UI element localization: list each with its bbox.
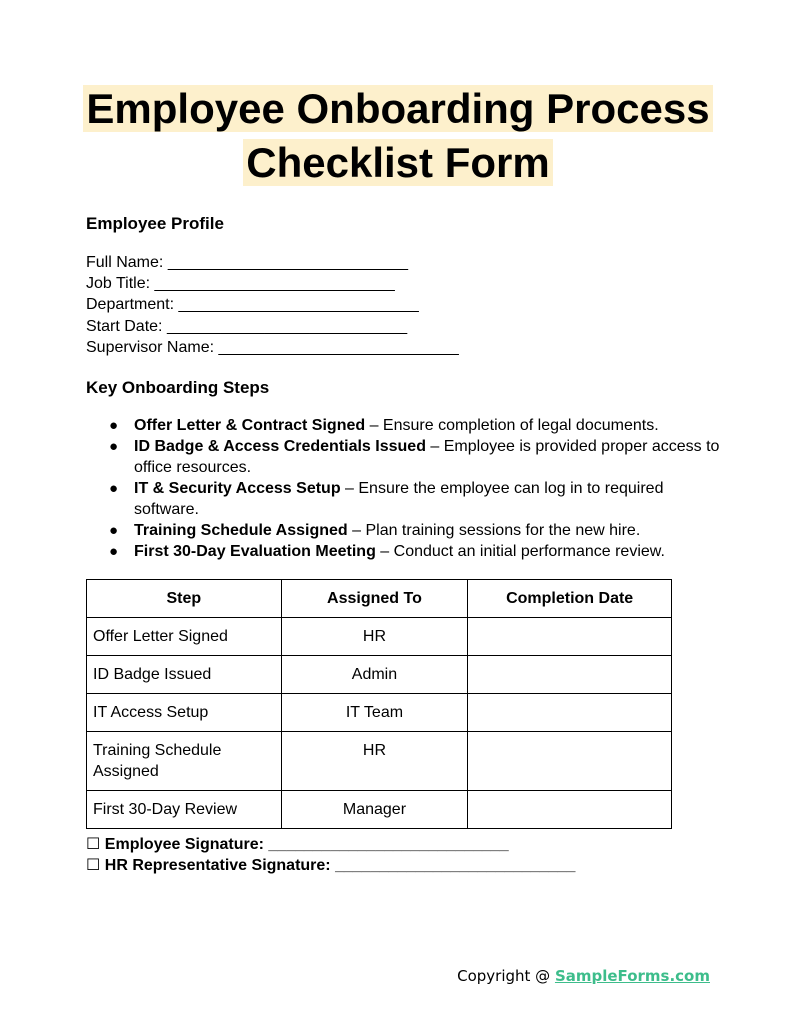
step-cell: IT Access Setup: [87, 694, 282, 732]
step-description: – Conduct an initial performance review.: [375, 543, 665, 560]
step-description: – Ensure the employee can log in to required software.: [134, 480, 664, 518]
assigned-to-cell: Manager: [281, 791, 468, 829]
step-title: ID Badge & Access Credentials Issued: [134, 438, 426, 455]
list-item: [86, 520, 726, 541]
department-label: Department:: [86, 296, 175, 314]
copyright-footer: [457, 967, 710, 985]
list-item: [86, 478, 726, 520]
step-cell: ID Badge Issued: [87, 656, 282, 694]
column-header-step: Step: [87, 580, 282, 618]
supervisor-name-blank[interactable]: ___________________________: [218, 338, 459, 356]
hr-signature-label: HR Representative Signature:: [104, 857, 331, 874]
full-name-blank[interactable]: ___________________________: [167, 254, 409, 271]
supervisor-name-label: Supervisor Name:: [86, 338, 215, 356]
employee-signature-label: Employee Signature:: [104, 836, 264, 853]
start-date-label: Start Date:: [86, 317, 163, 335]
start-date-blank[interactable]: ___________________________: [166, 317, 408, 335]
supervisor-name-field[interactable]: [86, 337, 459, 358]
table-row: [87, 656, 672, 694]
bullet-icon: ●: [109, 417, 119, 434]
step-description: – Employee is provided proper access to office resources.: [134, 438, 720, 476]
start-date-field[interactable]: [86, 316, 459, 337]
checkbox-icon[interactable]: ☐: [86, 836, 101, 853]
full-name-label: Full Name:: [86, 254, 164, 271]
assigned-to-cell: Admin: [281, 656, 468, 694]
onboarding-tracker-table: [86, 579, 672, 829]
table-row: [87, 694, 672, 732]
table-header-row: [87, 580, 672, 618]
completion-date-cell[interactable]: [468, 694, 672, 732]
step-title: First 30-Day Evaluation Meeting: [134, 543, 376, 560]
bullet-icon: ●: [109, 522, 119, 539]
list-item: [86, 541, 726, 562]
full-name-field[interactable]: [86, 252, 459, 273]
list-item: [86, 436, 726, 478]
title-line-2: Checklist Form: [243, 139, 552, 186]
employee-signature-blank[interactable]: ___________________________: [268, 836, 509, 853]
job-title-blank[interactable]: ___________________________: [154, 275, 395, 293]
completion-date-cell[interactable]: [468, 656, 672, 694]
checkbox-icon[interactable]: ☐: [86, 857, 101, 874]
completion-date-cell[interactable]: [468, 618, 672, 656]
table-row: [87, 618, 672, 656]
assigned-to-cell: IT Team: [281, 694, 468, 732]
step-title: Offer Letter & Contract Signed: [134, 417, 366, 434]
bullet-icon: ●: [109, 438, 119, 455]
employee-profile-fields: [86, 252, 459, 358]
step-cell: Training Schedule Assigned: [87, 732, 282, 791]
assigned-to-cell: HR: [281, 618, 468, 656]
step-cell: Offer Letter Signed: [87, 618, 282, 656]
page-title: [60, 82, 736, 190]
brand-link[interactable]: SampleForms.com: [554, 967, 710, 985]
job-title-label: Job Title:: [86, 275, 151, 293]
key-onboarding-steps-heading: Key Onboarding Steps: [86, 378, 270, 397]
employee-profile-heading: Employee Profile: [86, 214, 224, 233]
step-description: – Ensure completion of legal documents.: [365, 417, 659, 434]
department-field[interactable]: [86, 294, 459, 315]
step-title: IT & Security Access Setup: [134, 480, 341, 497]
bullet-icon: ●: [109, 543, 119, 560]
completion-date-cell[interactable]: [468, 791, 672, 829]
bullet-icon: ●: [109, 480, 119, 497]
onboarding-steps-list: [86, 415, 726, 562]
completion-date-cell[interactable]: [468, 732, 672, 791]
department-blank[interactable]: ___________________________: [178, 296, 419, 314]
copyright-text: Copyright @: [457, 967, 555, 985]
title-line-1: Employee Onboarding Process: [83, 85, 712, 132]
employee-signature-line[interactable]: [86, 834, 575, 855]
step-cell: First 30-Day Review: [87, 791, 282, 829]
hr-signature-blank[interactable]: ___________________________: [335, 857, 576, 874]
job-title-field[interactable]: [86, 273, 459, 294]
assigned-to-cell: HR: [281, 732, 468, 791]
table-row: [87, 732, 672, 791]
table-row: [87, 791, 672, 829]
list-item: [86, 415, 726, 436]
step-description: – Plan training sessions for the new hire.: [347, 522, 641, 539]
column-header-completion-date: Completion Date: [468, 580, 672, 618]
signature-block: [86, 834, 575, 876]
hr-signature-line[interactable]: [86, 855, 575, 876]
step-title: Training Schedule Assigned: [134, 522, 348, 539]
column-header-assigned-to: Assigned To: [281, 580, 468, 618]
